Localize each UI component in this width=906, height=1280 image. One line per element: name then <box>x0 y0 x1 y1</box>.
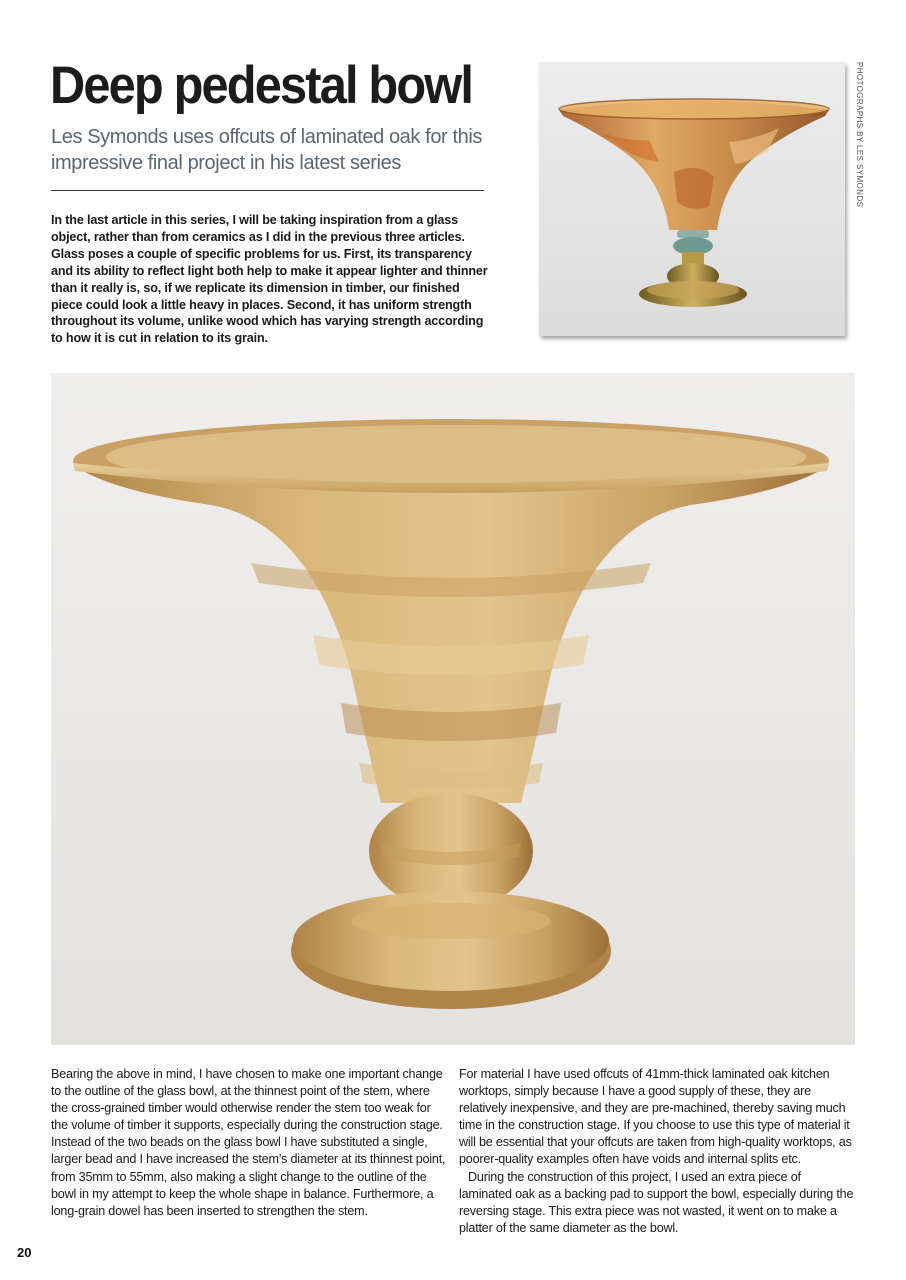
oak-bowl-photo <box>51 373 855 1045</box>
body-column-left <box>51 1066 447 1220</box>
photo-credit: PHOTOGRAPHS BY LES SYMONDS <box>855 62 864 208</box>
article-subtitle: Les Symonds uses offcuts of laminated oak for this impressive final project in his latest series <box>51 126 482 174</box>
glass-bowl-illustration <box>539 62 845 336</box>
oak-bowl-illustration <box>51 373 855 1045</box>
article-title: Deep pedestal bowl <box>50 56 473 115</box>
body-column-right <box>459 1066 855 1237</box>
page-number: 20 <box>17 1245 32 1260</box>
glass-bowl-photo <box>539 62 845 336</box>
intro-paragraph: In the last article in this series, I will be taking inspiration from a glass object, rather than from ceramics as I did in the previous three articles. Glass poses a couple of specific problems for us. First, its transparency and its ability to reflect light both help to make it appear lighter and thinner than it really is, so, if we replicate its dimension in timber, our finished piece could look a little heavy in places. Second, it has uniform strength throughout its volume, unlike wood which has varying strength according to how it is cut in relation to its grain. <box>51 213 488 346</box>
title-divider <box>51 190 484 191</box>
body-paragraph-right-1: For material I have used offcuts of 41mm-thick laminated oak kitchen worktops, simply because I have a good supply of these, they are relatively inexpensive, and they are pre-machined, thereby saving much time in the construction stage. If you choose to use this type of material it will be essential that your offcuts are taken from high-quality worktops, as poorer-quality examples often have voids and internal splits etc. <box>459 1067 852 1167</box>
body-paragraph-right-2: During the construction of this project, I used an extra piece of laminated oak as a backing pad to support the bowl, especially during the reversing stage. This extra piece was not wasted, it went on to make a platter of the same diameter as the bowl. <box>459 1169 854 1235</box>
body-paragraph-left: Bearing the above in mind, I have chosen to make one important change to the outline of the glass bowl, at the thinnest point of the stem, where the cross-grained timber would otherwise render the stem too weak for the volume of timber it supports, especially during the construction stage. Instead of the two beads on the glass bowl I have substituted a single, larger bead and I have increased the stem’s diameter at its thinnest point, from 35mm to 55mm, also making a slight change to the outline of the bowl in my attempt to keep the whole shape in balance. Furthermore, a long-grain dowel has been inserted to strengthen the stem. <box>51 1067 446 1218</box>
